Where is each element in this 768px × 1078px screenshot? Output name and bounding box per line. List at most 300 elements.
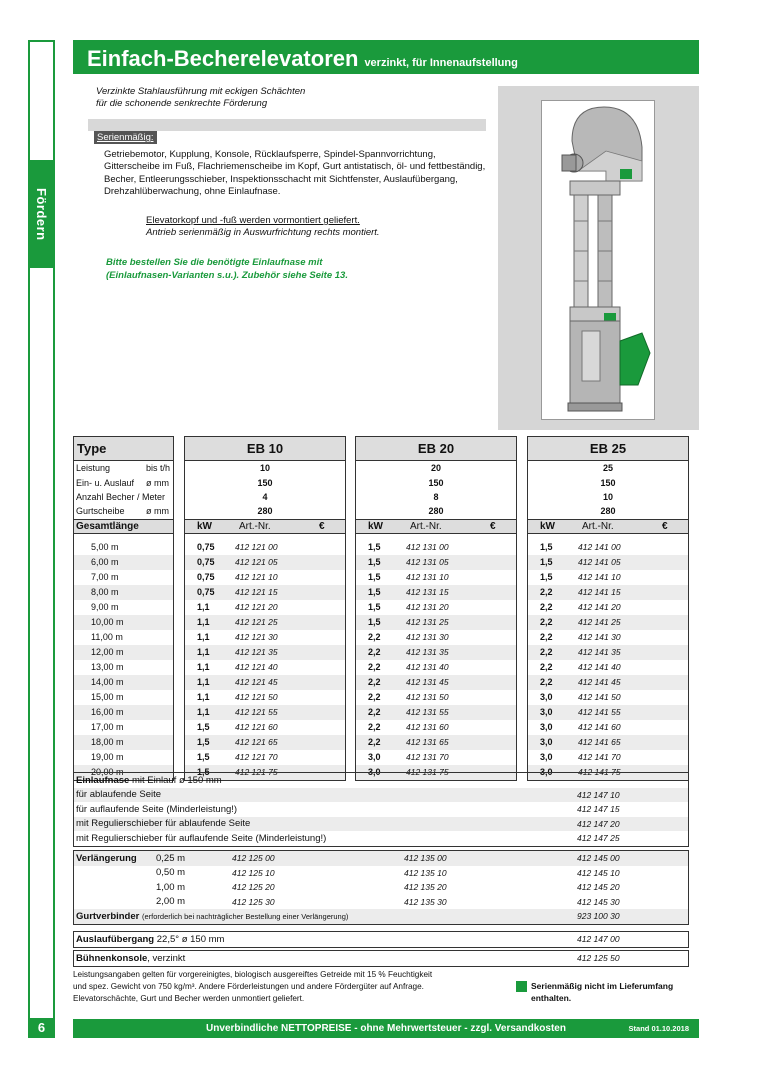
kw-value: 2,2 (368, 722, 381, 733)
order-note-line: Bitte bestellen Sie die benötigte Einlaufnase mit (106, 257, 323, 268)
einlauf-title: Einlaufnase (76, 774, 130, 786)
kw-value: 2,2 (368, 632, 381, 643)
legend (516, 980, 673, 1004)
product-row (185, 540, 345, 555)
kw-value: 1,5 (197, 752, 210, 763)
art-number: 412 121 50 (235, 692, 278, 703)
gurt-note: (erforderlich bei nachträglicher Bestellung einer Verlängerung) (142, 911, 349, 921)
einlauf-art: 412 147 25 (577, 833, 620, 844)
einlauf-row (74, 831, 688, 846)
product-row (528, 675, 688, 690)
art-number: 412 121 65 (235, 737, 278, 748)
verlaengerung-art-eb20: 412 135 30 (404, 896, 447, 907)
verlaengerung-length: 0,50 m (156, 867, 186, 879)
length-value: 20,00 m (91, 767, 124, 778)
kw-value: 1,5 (368, 572, 381, 583)
kw-value: 1,5 (368, 602, 381, 613)
product-row (528, 540, 688, 555)
kw-value: 1,5 (540, 557, 553, 568)
art-number: 412 141 20 (578, 602, 621, 613)
product-row (356, 645, 516, 660)
kw-value: 1,5 (197, 722, 210, 733)
spec-value: 20 (430, 463, 441, 474)
spec-value: 280 (257, 506, 273, 517)
product-row (185, 720, 345, 735)
length-row (74, 690, 173, 705)
einlauf-desc: für ablaufende Seite (76, 789, 162, 801)
product-row (185, 675, 345, 690)
kw-value: 2,2 (540, 677, 553, 688)
product-row (356, 540, 516, 555)
art-number: 412 121 05 (235, 557, 278, 568)
product-row (528, 615, 688, 630)
art-header: Art.-Nr. (239, 520, 271, 532)
length-row (74, 600, 173, 615)
einlauf-subtitle: mit Einlauf ø 150 mm (131, 774, 222, 786)
art-number: 412 141 55 (578, 707, 621, 718)
column-header-row (356, 519, 516, 534)
spec-unit: ø mm (146, 477, 169, 488)
table-label-column (73, 436, 174, 781)
assembly-note-line: Elevatorkopf und -fuß werden vormontiert geliefert. (146, 215, 360, 226)
art-number: 412 121 70 (235, 752, 278, 763)
art-number: 412 121 35 (235, 647, 278, 658)
length-value: 17,00 m (91, 722, 124, 733)
kw-value: 2,2 (368, 692, 381, 703)
einlauf-row (74, 817, 688, 832)
kw-value: 2,2 (540, 602, 553, 613)
legend-line: Serienmäßig nicht im Lieferumfang (531, 981, 674, 991)
product-row (356, 675, 516, 690)
art-number: 412 141 65 (578, 737, 621, 748)
length-value: 5,00 m (91, 542, 119, 553)
spec-unit: ø mm (146, 506, 169, 517)
assembly-note-line: Antrieb serienmäßig in Auswurfrichtung rechts montiert. (146, 227, 380, 238)
kw-value: 1,5 (197, 737, 210, 748)
spec-label-row (74, 504, 173, 518)
kw-value: 2,2 (540, 632, 553, 643)
product-row (185, 645, 345, 660)
spec-value: 25 (602, 463, 613, 474)
art-header: Art.-Nr. (410, 520, 442, 532)
auslauf-spec: 22,5° ø 150 mm (156, 933, 225, 945)
length-value: 7,00 m (91, 572, 119, 583)
art-number: 412 121 55 (235, 707, 278, 718)
kw-value: 0,75 (197, 542, 215, 553)
kw-value: 1,5 (368, 617, 381, 628)
length-row (74, 645, 173, 660)
length-value: 14,00 m (91, 677, 124, 688)
art-number: 412 141 35 (578, 647, 621, 658)
page-footer (73, 1019, 699, 1038)
product-row (528, 570, 688, 585)
spec-value-row (356, 490, 516, 504)
kw-value: 1,5 (540, 572, 553, 583)
kw-value: 1,1 (197, 677, 210, 688)
kw-value: 3,0 (368, 767, 381, 778)
kw-value: 2,2 (540, 662, 553, 673)
verlaengerung-row (74, 880, 688, 895)
model-name: EB 10 (185, 437, 345, 461)
art-number: 412 121 45 (235, 677, 278, 688)
kw-value: 1,5 (197, 767, 210, 778)
product-row (356, 750, 516, 765)
buehne-box (73, 950, 689, 967)
art-number: 412 131 70 (406, 752, 449, 763)
verlaengerung-art-eb20: 412 135 00 (404, 853, 447, 864)
spec-value-row (528, 504, 688, 518)
kw-value: 2,2 (368, 737, 381, 748)
art-number: 412 141 40 (578, 662, 621, 673)
verlaengerung-row (74, 851, 688, 866)
spec-value: 150 (257, 477, 273, 488)
product-row (185, 555, 345, 570)
spec-unit: bis t/h (146, 463, 171, 474)
legend-line: enthalten. (531, 993, 572, 1003)
verlaengerung-art-eb20: 412 135 20 (404, 882, 447, 893)
kw-value: 1,5 (540, 542, 553, 553)
spec-value: 4 (262, 491, 268, 502)
model-column-eb20 (355, 436, 517, 781)
art-number: 412 131 25 (406, 617, 449, 628)
kw-value: 2,2 (368, 707, 381, 718)
length-value: 19,00 m (91, 752, 124, 763)
length-row (74, 540, 173, 555)
spec-value-row (356, 475, 516, 489)
product-row (528, 660, 688, 675)
spec-value-row (356, 461, 516, 475)
gurt-art: 923 100 30 (577, 911, 620, 922)
footnote-line: Elevatorschächte, Gurt und Becher werden unmontiert geliefert. (73, 994, 305, 1003)
product-row (356, 690, 516, 705)
kw-value: 3,0 (540, 737, 553, 748)
page-subtitle: verzinkt, für Innenaufstellung (364, 57, 518, 69)
verlaengerung-length: 1,00 m (156, 881, 186, 893)
column-header-row (185, 519, 345, 534)
verlaengerung-row (74, 866, 688, 881)
model-name: EB 20 (356, 437, 516, 461)
art-number: 412 121 10 (235, 572, 278, 583)
kw-value: 1,5 (368, 557, 381, 568)
eur-header: € (319, 520, 325, 532)
product-row (528, 645, 688, 660)
product-row (185, 570, 345, 585)
spec-value-row (185, 504, 345, 518)
art-number: 412 131 50 (406, 692, 449, 703)
product-row (528, 735, 688, 750)
einlauf-row (74, 802, 688, 817)
order-note (106, 256, 348, 282)
product-row (528, 600, 688, 615)
assembly-note (146, 215, 380, 239)
divider (88, 119, 486, 131)
kw-header: kW (368, 520, 383, 532)
art-number: 412 121 60 (235, 722, 278, 733)
kw-value: 3,0 (540, 722, 553, 733)
product-row (185, 600, 345, 615)
einlauf-desc: mit Regulierschieber für auflaufende Seite (Minderleistung!) (76, 832, 327, 844)
product-row (528, 705, 688, 720)
kw-value: 3,0 (540, 767, 553, 778)
length-value: 18,00 m (91, 737, 124, 748)
art-number: 412 131 00 (406, 542, 449, 553)
product-row (356, 615, 516, 630)
kw-value: 3,0 (368, 752, 381, 763)
length-row (74, 705, 173, 720)
art-number: 412 141 10 (578, 572, 621, 583)
product-row (185, 585, 345, 600)
page-number: 6 (28, 1018, 55, 1038)
verlaengerung-length: 2,00 m (156, 896, 186, 908)
art-number: 412 141 70 (578, 752, 621, 763)
kw-value: 0,75 (197, 572, 215, 583)
kw-value: 2,2 (368, 647, 381, 658)
product-row (356, 570, 516, 585)
length-row (74, 720, 173, 735)
auslauf-art: 412 147 00 (577, 934, 620, 945)
verlaengerung-art-eb10: 412 125 00 (232, 853, 275, 864)
product-row (528, 720, 688, 735)
einlauf-art: 412 147 10 (577, 789, 620, 800)
spec-value: 10 (602, 491, 613, 502)
product-row (356, 660, 516, 675)
product-row (185, 660, 345, 675)
art-number: 412 141 45 (578, 677, 621, 688)
intro-line: Verzinkte Stahlausführung mit eckigen Schächten (96, 86, 306, 97)
art-number: 412 141 00 (578, 542, 621, 553)
footnote (73, 969, 483, 1005)
verlaengerung-length: 0,25 m (156, 852, 186, 864)
product-row (528, 630, 688, 645)
spec-value: 10 (259, 463, 270, 474)
length-row (74, 675, 173, 690)
spec-label: Leistung (76, 463, 111, 474)
gurtverbinder-row (74, 909, 688, 924)
kw-value: 3,0 (540, 707, 553, 718)
footer-date: Stand 01.10.2018 (628, 1024, 689, 1033)
product-row (356, 735, 516, 750)
gurt-title: Gurtverbinder (76, 910, 140, 922)
spec-label-row (74, 490, 173, 504)
einlauf-desc: mit Regulierschieber für ablaufende Seite (76, 818, 251, 830)
kw-value: 2,2 (368, 662, 381, 673)
model-column-eb25 (527, 436, 689, 781)
page-header (73, 40, 699, 74)
art-number: 412 141 30 (578, 632, 621, 643)
kw-value: 1,1 (197, 707, 210, 718)
einlauf-box (73, 772, 689, 847)
kw-value: 3,0 (540, 752, 553, 763)
serien-text: Getriebemotor, Kupplung, Konsole, Rücklaufsperre, Spindel-Spannvorrichtung, Gitterscheibe im Fuß, Flachriemenscheibe im Kopf, Gurt antistatisch, öl- und fettbeständig, Becher, Entleerungsschieber, Inspektionsschacht mit Sichtfenster, Auslaufübergang, Drehzahlüberwachung, ohne Einlaufnase. (104, 149, 486, 198)
buehne-spec: , verzinkt (147, 952, 186, 964)
length-value: 10,00 m (91, 617, 124, 628)
art-number: 412 121 20 (235, 602, 278, 613)
art-header: Art.-Nr. (582, 520, 614, 532)
art-number: 412 141 05 (578, 557, 621, 568)
verlaengerung-row (74, 895, 688, 910)
length-row (74, 615, 173, 630)
product-row (528, 585, 688, 600)
length-row (74, 585, 173, 600)
art-number: 412 131 40 (406, 662, 449, 673)
auslauf-box (73, 931, 689, 948)
product-row (356, 600, 516, 615)
serien-label: Serienmäßig: (94, 131, 157, 144)
spec-value-row (356, 504, 516, 518)
eur-header: € (662, 520, 668, 532)
spec-value-row (528, 461, 688, 475)
spec-value-row (528, 490, 688, 504)
kw-value: 1,1 (197, 632, 210, 643)
verlaengerung-art-eb20: 412 135 10 (404, 867, 447, 878)
buehne-row (74, 951, 688, 966)
art-number: 412 141 75 (578, 767, 621, 778)
length-value: 16,00 m (91, 707, 124, 718)
verlaengerung-art-eb25: 412 145 00 (577, 853, 620, 864)
length-row (74, 630, 173, 645)
art-number: 412 131 30 (406, 632, 449, 643)
art-number: 412 131 45 (406, 677, 449, 688)
spec-value: 280 (428, 506, 444, 517)
product-row (185, 630, 345, 645)
product-row (185, 750, 345, 765)
product-row (528, 690, 688, 705)
kw-value: 1,1 (197, 692, 210, 703)
product-row (356, 555, 516, 570)
kw-value: 1,1 (197, 662, 210, 673)
legend-swatch (516, 981, 527, 992)
einlauf-title-row (74, 773, 688, 788)
spec-value: 8 (433, 491, 439, 502)
product-row (185, 705, 345, 720)
kw-value: 3,0 (540, 692, 553, 703)
product-row (356, 705, 516, 720)
length-value: 11,00 m (91, 632, 123, 643)
art-number: 412 121 30 (235, 632, 278, 643)
auslauf-row (74, 932, 688, 947)
product-row (185, 735, 345, 750)
verlaengerung-art-eb10: 412 125 20 (232, 882, 275, 893)
verlaengerung-art-eb25: 412 145 20 (577, 882, 620, 893)
length-value: 12,00 m (91, 647, 124, 658)
intro-text (96, 86, 305, 110)
auslauf-title: Auslaufübergang (76, 933, 155, 945)
kw-value: 1,1 (197, 602, 210, 613)
art-number: 412 121 25 (235, 617, 278, 628)
length-label: Gesamtlänge (74, 519, 173, 534)
product-row (356, 585, 516, 600)
art-number: 412 131 05 (406, 557, 449, 568)
art-number: 412 131 65 (406, 737, 449, 748)
art-number: 412 121 00 (235, 542, 278, 553)
spec-label: Anzahl Becher / Meter (76, 491, 166, 502)
spec-value: 150 (600, 477, 616, 488)
kw-value: 2,2 (540, 587, 553, 598)
art-number: 412 131 60 (406, 722, 449, 733)
kw-value: 2,2 (368, 677, 381, 688)
intro-line: für die schonende senkrechte Förderung (96, 98, 268, 109)
kw-value: 1,5 (368, 587, 381, 598)
art-number: 412 131 55 (406, 707, 449, 718)
art-number: 412 141 25 (578, 617, 621, 628)
art-number: 412 141 50 (578, 692, 621, 703)
elevator-image (541, 100, 655, 420)
product-row (528, 555, 688, 570)
length-value: 15,00 m (91, 692, 124, 703)
buehne-title: Bühnenkonsole (76, 952, 148, 964)
art-number: 412 131 15 (406, 587, 449, 598)
art-number: 412 131 10 (406, 572, 449, 583)
model-column-eb10 (184, 436, 346, 781)
kw-header: kW (540, 520, 555, 532)
length-row (74, 570, 173, 585)
type-label: Type (74, 437, 173, 461)
einlauf-desc: für auflaufende Seite (Minderleistung!) (76, 803, 238, 815)
length-row (74, 750, 173, 765)
spec-label: Gurtscheibe (76, 506, 125, 517)
art-number: 412 121 40 (235, 662, 278, 673)
einlauf-row (74, 788, 688, 803)
art-number: 412 131 35 (406, 647, 449, 658)
product-row (356, 630, 516, 645)
art-number: 412 141 15 (578, 587, 621, 598)
product-row (185, 615, 345, 630)
buehne-art: 412 125 50 (577, 953, 620, 964)
verlaengerung-box (73, 850, 689, 925)
page-title: Einfach-Becherelevatoren (87, 46, 359, 71)
spec-value-row (185, 475, 345, 489)
length-value: 9,00 m (91, 602, 119, 613)
kw-header: kW (197, 520, 212, 532)
eur-header: € (490, 520, 496, 532)
verlaengerung-art-eb25: 412 145 30 (577, 896, 620, 907)
verlaengerung-title: Verlängerung (76, 852, 137, 864)
column-header-row (528, 519, 688, 534)
verlaengerung-art-eb10: 412 125 30 (232, 896, 275, 907)
kw-value: 0,75 (197, 587, 215, 598)
kw-value: 1,1 (197, 647, 210, 658)
product-row (185, 690, 345, 705)
length-value: 13,00 m (91, 662, 124, 673)
spec-value-row (185, 490, 345, 504)
length-value: 6,00 m (91, 557, 119, 568)
product-row (356, 720, 516, 735)
kw-value: 1,5 (368, 542, 381, 553)
footer-text: Unverbindliche NETTOPREISE - ohne Mehrwertsteuer - zzgl. Versandkosten (206, 1023, 566, 1034)
length-row (74, 735, 173, 750)
kw-value: 2,2 (540, 647, 553, 658)
art-number: 412 141 60 (578, 722, 621, 733)
spec-value-row (185, 461, 345, 475)
art-number: 412 131 20 (406, 602, 449, 613)
length-row (74, 660, 173, 675)
spec-label-row (74, 461, 173, 475)
art-number: 412 121 75 (235, 767, 278, 778)
art-number: 412 121 15 (235, 587, 278, 598)
kw-value: 0,75 (197, 557, 215, 568)
product-row (528, 750, 688, 765)
einlauf-art: 412 147 20 (577, 818, 620, 829)
length-row (74, 555, 173, 570)
verlaengerung-art-eb10: 412 125 10 (232, 867, 275, 878)
model-name: EB 25 (528, 437, 688, 461)
length-value: 8,00 m (91, 587, 119, 598)
kw-value: 1,1 (197, 617, 210, 628)
spec-label-row (74, 475, 173, 489)
spec-value-row (528, 475, 688, 489)
footnote-line: und spez. Gewicht von 750 kg/m³. Andere Förderleistungen und andere Fördergüter auf Anfrage. (73, 982, 424, 991)
footnote-line: Leistungsangaben gelten für vorgereinigtes, biologisch ausgereiftes Getreide mit 15 % Feuchtigkeit (73, 970, 433, 979)
